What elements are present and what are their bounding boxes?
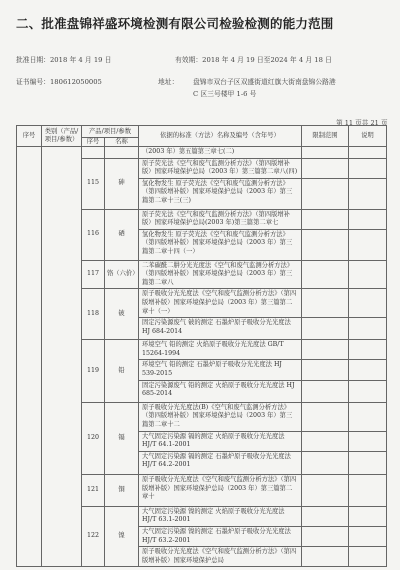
- limit-cell: [302, 340, 349, 360]
- limit-cell: [302, 209, 349, 229]
- note-cell: [349, 526, 387, 546]
- note-cell: [349, 380, 387, 402]
- header-category: 类别（产品/项目/参数）: [42, 126, 82, 147]
- limit-cell: [302, 289, 349, 318]
- header-note: 说明: [349, 126, 387, 147]
- method-cell: 二苯碳酰二肼分光光度法《空气和废气监测分析方法》（第四版增补版）国家环境保护总局（2003 年）第三篇第二章八: [139, 260, 302, 289]
- limit-cell: [302, 178, 349, 209]
- header-limit: 限制范围: [302, 126, 349, 147]
- item-name: 砷: [105, 158, 139, 209]
- method-cell: 原子吸收分光光度法《空气和废气监测分析方法》（第四版增补版）国家环境保护总局: [139, 547, 302, 567]
- item-name: [105, 147, 139, 159]
- method-cell: 固定污染源废气 铅的测定 火焰原子吸收分光光度法 HJ 685-2014: [139, 380, 302, 402]
- note-cell: [349, 431, 387, 451]
- limit-cell: [302, 260, 349, 289]
- item-name: 铬（六价）: [105, 260, 139, 289]
- limit-cell: [302, 360, 349, 380]
- note-cell: [349, 147, 387, 159]
- note-cell: [349, 506, 387, 526]
- note-cell: [349, 318, 387, 340]
- note-cell: [349, 158, 387, 178]
- method-cell: 大气固定污染源 镍的测定 火焰原子吸收分光光度法 HJ/T 63.1-2001: [139, 506, 302, 526]
- note-cell: [349, 178, 387, 209]
- limit-cell: [302, 380, 349, 402]
- header-sub-seq: 序号: [82, 138, 105, 147]
- item-name: 镍: [105, 506, 139, 567]
- address-line-1: 盘锦市双台子区双盛街道红旗大街南盘锦公路港: [193, 78, 336, 86]
- item-seq: 118: [82, 289, 105, 340]
- note-cell: [349, 402, 387, 431]
- method-cell: 大气固定污染源 镉的测定 石墨炉原子吸收分光光度法 HJ/T 64.2-2001: [139, 451, 302, 474]
- header-method: 依据的标准（方法）名称及编号（含年号）: [139, 126, 302, 147]
- method-cell: 大气固定污染源 镍的测定 石墨炉原子吸收分光光度法 HJ/T 63.2-2001: [139, 526, 302, 546]
- item-name: 铜: [105, 475, 139, 507]
- note-cell: [349, 475, 387, 507]
- note-cell: [349, 547, 387, 567]
- method-cell: 原子吸收分光光度法《空气和废气监测分析方法》（第四版增补版）国家环境保护总局（2003 年）第三篇第二章十: [139, 475, 302, 507]
- approval-date: 批准日期：2018 年 4 月 19 日: [16, 56, 112, 64]
- item-name: 硒: [105, 209, 139, 260]
- note-cell: [349, 229, 387, 260]
- seq-cell: [17, 147, 42, 567]
- limit-cell: [302, 526, 349, 546]
- page-title: 二、批准盘锦祥盛环境检测有限公司检验检测的能力范围: [16, 16, 334, 31]
- limit-cell: [302, 475, 349, 507]
- item-seq: 116: [82, 209, 105, 260]
- header-product: 产品/项目/参数: [82, 126, 139, 138]
- method-cell: 原子吸收分光光度法《空气和废气监测分析方法》（第四版增补版）国家环境保护总局（2003 年）第三篇第二章十（一）: [139, 289, 302, 318]
- method-cell: 环境空气 铅的测定 石墨炉原子吸收分光光度法 HJ 539-2015: [139, 360, 302, 380]
- item-name: 铅: [105, 340, 139, 403]
- item-name: 镉: [105, 402, 139, 474]
- method-cell: 原子荧光法《空气和废气监测分析方法》（第四版增补版）国家环境保护总局(2003 年)第三篇第二章七: [139, 209, 302, 229]
- method-cell: 原子荧光法《空气和废气监测分析方法》（第四版增补版）国家环境保护总局（2003 年）第三篇第二章八(四): [139, 158, 302, 178]
- limit-cell: [302, 547, 349, 567]
- item-seq: 120: [82, 402, 105, 474]
- table-row: [17, 147, 387, 159]
- capability-table: [16, 125, 387, 567]
- item-seq: [82, 147, 105, 159]
- limit-cell: [302, 402, 349, 431]
- limit-cell: [302, 451, 349, 474]
- address-line-2: C 区三号楼甲 1-6 号: [193, 90, 257, 98]
- note-cell: [349, 209, 387, 229]
- limit-cell: [302, 158, 349, 178]
- validity-period: 有效期：2018 年 4 月 19 日至2024 年 4 月 18 日: [175, 56, 332, 64]
- method-cell: 氢化物发生 原子荧光法《空气和废气监测分析方法》（第四版增补版）国家环境保护总局（2003 年）第三篇第二章十四（一）: [139, 229, 302, 260]
- item-seq: 119: [82, 340, 105, 403]
- method-cell: 氢化物发生 原子荧光法《空气和废气监测分析方法》（第四版增补版）国家环境保护总局（2003 年）第三篇第二章十三(三): [139, 178, 302, 209]
- header-name: 名称: [105, 138, 139, 147]
- method-cell: 固定污染源废气 铍的测定 石墨炉原子吸收分光光度法 HJ 684-2014: [139, 318, 302, 340]
- limit-cell: [302, 431, 349, 451]
- note-cell: [349, 340, 387, 360]
- limit-cell: [302, 147, 349, 159]
- item-name: 铍: [105, 289, 139, 340]
- note-cell: [349, 360, 387, 380]
- item-seq: 122: [82, 506, 105, 567]
- note-cell: [349, 451, 387, 474]
- address-label: 地址：: [158, 78, 179, 86]
- certificate-number: 证书编号：180612050005: [16, 78, 102, 86]
- page-number: 第 11 页共 21 页: [336, 119, 388, 127]
- header-seq: 序号: [17, 126, 42, 147]
- method-cell: 环境空气 铅的测定 火焰原子吸收分光光度法 GB/T 15264-1994: [139, 340, 302, 360]
- method-cell: 大气固定污染源 镉的测定 火焰原子吸收分光光度法 HJ/T 64.1-2001: [139, 431, 302, 451]
- note-cell: [349, 260, 387, 289]
- limit-cell: [302, 318, 349, 340]
- item-seq: 117: [82, 260, 105, 289]
- limit-cell: [302, 229, 349, 260]
- item-seq: 115: [82, 158, 105, 209]
- method-cell: （2003 年）第五篇第三章七(二): [139, 147, 302, 159]
- method-cell: 原子吸收分光光度法(B)《空气和废气监测分析方法》（第四版增补版）国家环境保护总局（2003 年）第三篇第二章十二: [139, 402, 302, 431]
- category-cell: [42, 147, 82, 567]
- note-cell: [349, 289, 387, 318]
- limit-cell: [302, 506, 349, 526]
- item-seq: 121: [82, 475, 105, 507]
